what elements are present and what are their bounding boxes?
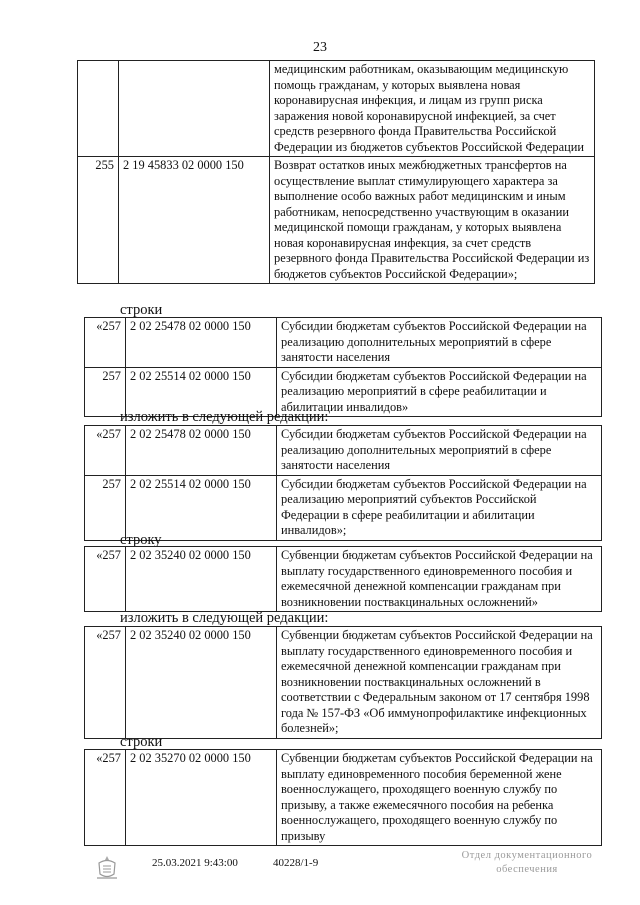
table-continuation: [77, 60, 595, 284]
row-number: «257: [85, 318, 126, 368]
row-number: «257: [85, 627, 126, 739]
row-number: «257: [85, 547, 126, 612]
table-old-subvention: [84, 546, 602, 612]
row-text: Субсидии бюджетам субъектов Российской Федерации на реализацию мероприятий субъектов Российской Федерации в сфере реабилитации и абилитации инвалидов»;: [277, 475, 602, 540]
row-text: Субвенции бюджетам субъектов Российской Федерации на выплату государственного единовременного пособия и ежемесячной денежной компенсации гражданам при возникновении поствакцинальных осложнений»: [277, 547, 602, 612]
row-text: Возврат остатков иных межбюджетных трансфертов на осуществление выплат стимулирующего характера за выполнение особо важных работ медицинским и иным работникам, непосредственно участвующим в оказании медицинской помощи гражданам, у которых выявлена новая коронавирусная инфекция, за счет средств резервного фонда Правительства Российской Федерации из бюджетов субъектов Российской Федерации»;: [270, 157, 595, 284]
row-code: 2 19 45833 02 0000 150: [119, 157, 270, 284]
row-code: 2 02 25514 02 0000 150: [126, 475, 277, 540]
department-stamp: [452, 849, 602, 877]
row-text: Субсидии бюджетам субъектов Российской Федерации на реализацию дополнительных мероприятий в сфере занятости населения: [277, 318, 602, 368]
page-number: 23: [313, 40, 327, 55]
row-text: Субсидии бюджетам субъектов Российской Федерации на реализацию мероприятий в сфере реабилитации и абилитации инвалидов»: [277, 367, 602, 417]
label-new-edition-1: изложить в следующей редакции:: [120, 409, 329, 425]
table-row: [85, 426, 602, 476]
row-code: 2 02 35240 02 0000 150: [126, 627, 277, 739]
table-row: [85, 318, 602, 368]
row-code: 2 02 25478 02 0000 150: [126, 318, 277, 368]
table-new-subvention: [84, 626, 602, 739]
row-code: [119, 61, 270, 157]
row-code: 2 02 25514 02 0000 150: [126, 367, 277, 417]
row-text: Субвенции бюджетам субъектов Российской Федерации на выплату единовременного пособия беременной жене военнослужащего, проходящего военную службу по призыву, а также ежемесячного пособия на ребенка военнослужащего, проходящего военную службу по призыву: [277, 750, 602, 846]
row-text: медицинским работникам, оказывающим медицинскую помощь гражданам, у которых выявлена новая коронавирусная инфекция, и лицам из групп риска заражения новой коронавирусной инфекцией, за счет средств резервного фонда Правительства Российской Федерации из бюджетов субъектов Российской Федерации: [270, 61, 595, 157]
table-row: [85, 547, 602, 612]
table-old-subsidies: [84, 317, 602, 417]
footer-doc-code: 40228/1-9: [273, 857, 319, 869]
label-rows-2: строки: [120, 734, 163, 750]
table-row: [78, 157, 595, 284]
footer-timestamp: 25.03.2021 9:43:00: [152, 857, 238, 869]
table-row: [85, 750, 602, 846]
table-row: [78, 61, 595, 157]
label-row-1: строку: [120, 532, 162, 548]
label-new-edition-2: изложить в следующей редакции:: [120, 610, 329, 626]
row-number: «257: [85, 426, 126, 476]
row-number: 257: [85, 367, 126, 417]
table-row: [85, 627, 602, 739]
label-rows-1: строки: [120, 302, 163, 318]
row-text: Субсидии бюджетам субъектов Российской Федерации на реализацию дополнительных мероприятий в сфере занятости населения: [277, 426, 602, 476]
row-number: «257: [85, 750, 126, 846]
row-number: 255: [78, 157, 119, 284]
table-new-subsidies: [84, 425, 602, 541]
row-code: 2 02 35270 02 0000 150: [126, 750, 277, 846]
row-text: Субвенции бюджетам субъектов Российской Федерации на выплату государственного единовременного пособия и ежемесячной денежной компенсации гражданам при возникновении поствакцинальных осложнений в соответствии с Федеральным законом от 17 сентября 1998 года № 157-ФЗ «Об иммунопрофилактике инфекционных болезней»;: [277, 627, 602, 739]
stamp-line-2: обеспечения: [496, 864, 558, 875]
stamp-line-1: Отдел документационного: [461, 850, 593, 861]
row-number: [78, 61, 119, 157]
row-number: 257: [85, 475, 126, 540]
row-code: 2 02 35240 02 0000 150: [126, 547, 277, 612]
emblem-logo-icon: [94, 854, 120, 882]
table-row: [85, 475, 602, 540]
table-subvention-pregnant: [84, 749, 602, 846]
row-code: 2 02 25478 02 0000 150: [126, 426, 277, 476]
